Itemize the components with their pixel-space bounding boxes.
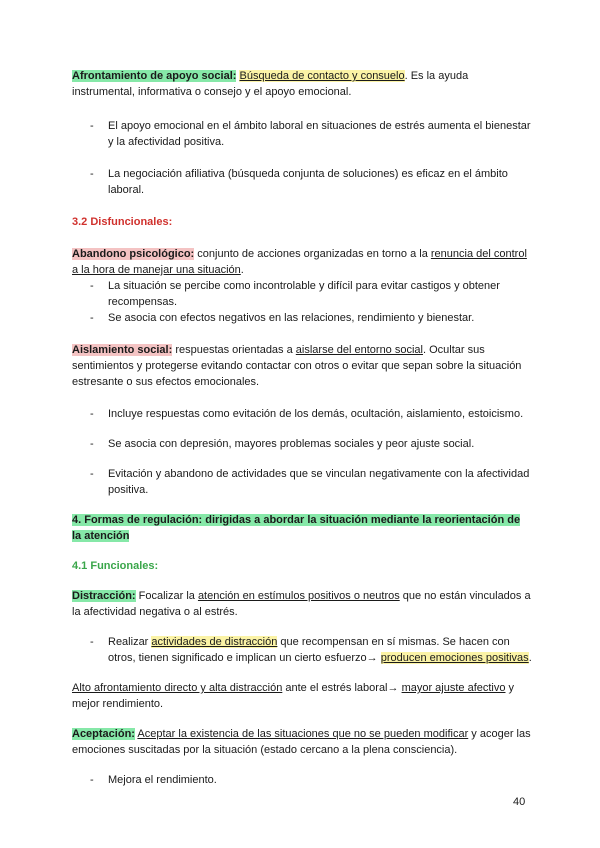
apoyo-social-label: Afrontamiento de apoyo social: — [72, 70, 237, 82]
distraccion-label: Distracción: — [72, 590, 136, 602]
aislamiento-list — [72, 406, 532, 498]
apoyo-social-paragraph — [72, 68, 532, 100]
list-item: - Mejora el rendimiento. — [90, 774, 217, 786]
list-item: - Se asocia con depresión, mayores problemas sociales y peor ajuste social. — [90, 438, 475, 450]
apoyo-social-list — [72, 118, 532, 198]
page-number: 40 — [513, 796, 526, 808]
alto-afrontamiento-paragraph: Alto afrontamiento directo y alta distracción ante el estrés laboral→ mayor ajuste afectivo y mejor rendimiento. — [72, 682, 515, 710]
page-content — [72, 68, 532, 788]
apoyo-social-text: . Es la ayuda instrumental, informativa o consejo y el apoyo emocional. — [72, 70, 469, 98]
abandono-list — [72, 278, 532, 326]
heading-3-2: 3.2 Disfuncionales: — [72, 216, 173, 228]
aceptacion-paragraph: Aceptación: Aceptar la existencia de las situaciones que no se pueden modificar y acoger las emociones suscitadas por la situación (estado cercano a la plena consciencia). — [72, 728, 531, 756]
aceptacion-list — [72, 772, 532, 788]
list-item: - El apoyo emocional en el ámbito laboral en situaciones de estrés aumenta el bienestar y la afectividad positiva. — [90, 120, 531, 148]
aislamiento-label: Aislamiento social: — [72, 344, 173, 356]
abandono-label: Abandono psicológico: — [72, 248, 195, 260]
list-item: - Incluye respuestas como evitación de los demás, ocultación, aislamiento, estoicismo. — [90, 408, 524, 420]
distraccion-list — [72, 634, 532, 666]
abandono-paragraph: Abandono psicológico: conjunto de acciones organizadas en torno a la renuncia del control a la hora de manejar una situación. — [72, 248, 527, 276]
list-item: - Realizar actividades de distracción que recompensan en sí mismas. Se hacen con otros, tienen significado e implican un cierto esfuerzo→ producen emociones positivas. — [90, 636, 532, 664]
list-item: - La situación se percibe como incontrolable y difícil para evitar castigos y obtener recompensas. — [90, 280, 500, 308]
list-item: - La negociación afiliativa (búsqueda conjunta de soluciones) es eficaz en el ámbito laboral. — [90, 168, 508, 196]
distraccion-paragraph: Distracción: Focalizar la atención en estímulos positivos o neutros que no están vinculados a la afectividad negativa o al estrés. — [72, 590, 531, 618]
heading-4-1: 4.1 Funcionales: — [72, 560, 159, 572]
heading-4: 4. Formas de regulación: dirigidas a abordar la situación mediante la reorientación de la atención — [72, 514, 521, 542]
aceptacion-label: Aceptación: — [72, 728, 135, 740]
list-item: - Se asocia con efectos negativos en las relaciones, rendimiento y bienestar. — [90, 312, 475, 324]
apoyo-social-link: Búsqueda de contacto y consuelo — [239, 70, 405, 82]
list-item: - Evitación y abandono de actividades que se vinculan negativamente con la afectividad positiva. — [90, 468, 530, 496]
aislamiento-paragraph: Aislamiento social: respuestas orientadas a aislarse del entorno social. Ocultar sus sentimientos y protegerse evitando contactar con otros o evitar que sepan sobre la situación estresante o sus efectos emocionales. — [72, 344, 522, 388]
